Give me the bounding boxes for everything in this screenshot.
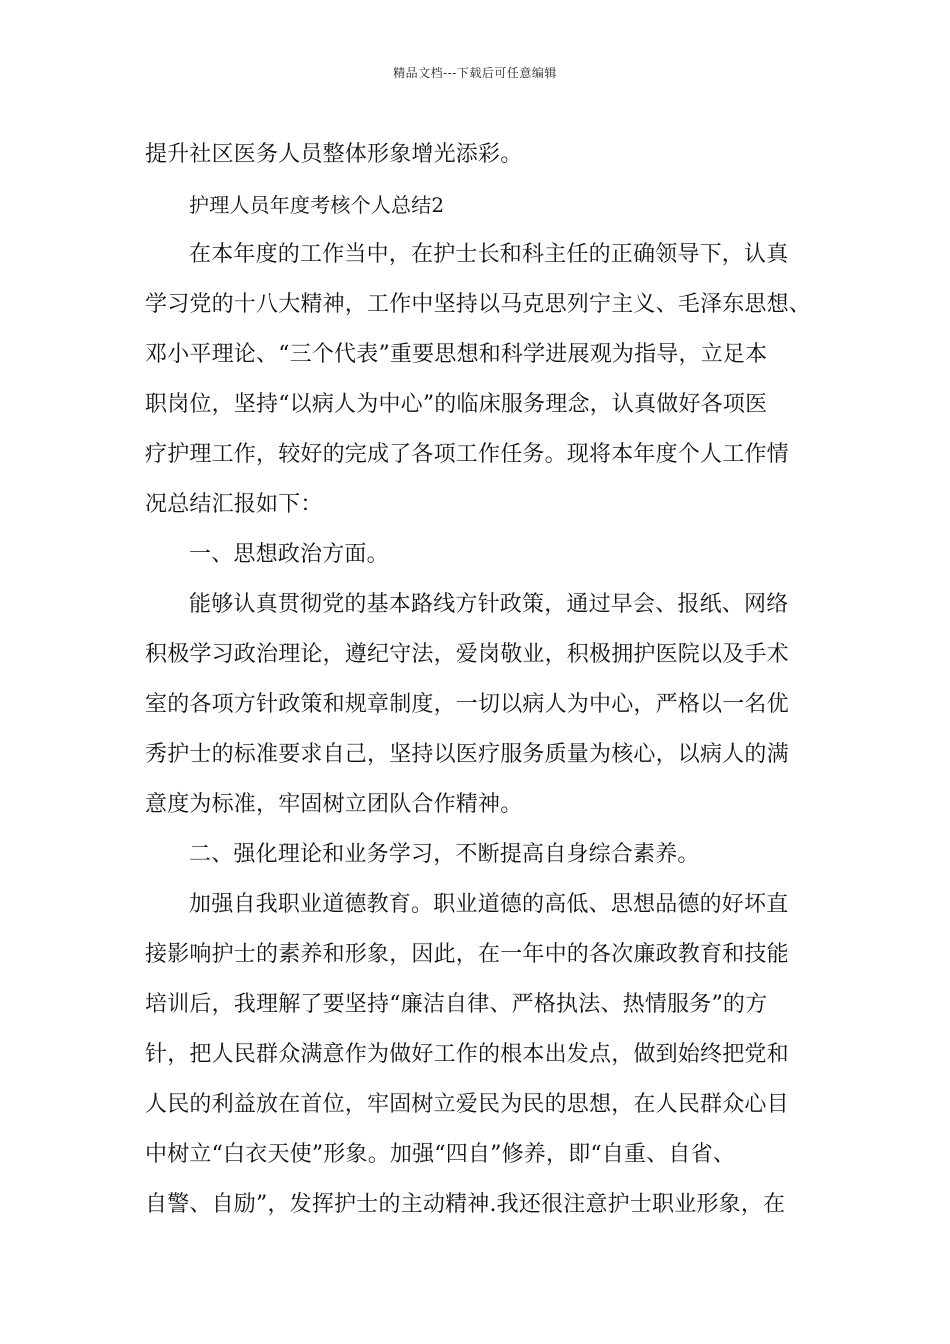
section-heading: 二、强化理论和业务学习，不断提高自身综合素养。 xyxy=(189,842,700,867)
section-title: 护理人员年度考核个人总结2 xyxy=(189,193,445,217)
page-header: 精品文档---下载后可任意编辑 xyxy=(393,66,557,80)
body-line: 室的各项方针政策和规章制度，一切以病人为中心，严格以一名优 xyxy=(145,692,789,717)
body-line: 能够认真贯彻党的基本路线方针政策，通过早会、报纸、网络 xyxy=(189,592,789,617)
body-line: 积极学习政治理论，遵纪守法，爱岗敬业，积极拥护医院以及手术 xyxy=(145,642,789,667)
body-line: 学习党的十八大精神，工作中坚持以马克思列宁主义、毛泽东思想、 xyxy=(145,292,812,317)
body-line: 接影响护士的素养和形象，因此，在一年中的各次廉政教育和技能 xyxy=(145,942,789,967)
body-line: 加强自我职业道德教育。职业道德的高低、思想品德的好坏直 xyxy=(189,892,789,917)
body-line: 人民的利益放在首位，牢固树立爱民为民的思想，在人民群众心目 xyxy=(145,1092,789,1117)
body-line: 邓小平理论、“三个代表”重要思想和科学进展观为指导，立足本 xyxy=(145,342,768,367)
body-line: 意度为标准，牢固树立团队合作精神。 xyxy=(145,792,523,817)
body-line: 在本年度的工作当中，在护士长和科主任的正确领导下，认真 xyxy=(189,242,789,267)
body-line: 秀护士的标准要求自己，坚持以医疗服务质量为核心，以病人的满 xyxy=(145,742,789,767)
body-line: 针，把人民群众满意作为做好工作的根本出发点，做到始终把党和 xyxy=(145,1042,789,1067)
body-line: 况总结汇报如下： xyxy=(145,492,323,517)
body-line: 自警、自励”，发挥护士的主动精神.我还很注意护士职业形象，在 xyxy=(145,1192,786,1217)
document-body xyxy=(145,130,810,1230)
section-heading: 一、思想政治方面。 xyxy=(189,542,389,567)
body-line: 疗护理工作，较好的完成了各项工作任务。现将本年度个人工作情 xyxy=(145,442,789,467)
body-line: 培训后，我理解了要坚持“廉洁自律、严格执法、热情服务”的方 xyxy=(145,992,768,1017)
body-line: 中树立“白衣天使”形象。加强“四自”修养，即“自重、自省、 xyxy=(145,1142,736,1167)
body-line: 提升社区医务人员整体形象增光添彩。 xyxy=(145,142,523,167)
body-line: 职岗位，坚持“以病人为中心”的临床服务理念，认真做好各项医 xyxy=(145,392,768,417)
